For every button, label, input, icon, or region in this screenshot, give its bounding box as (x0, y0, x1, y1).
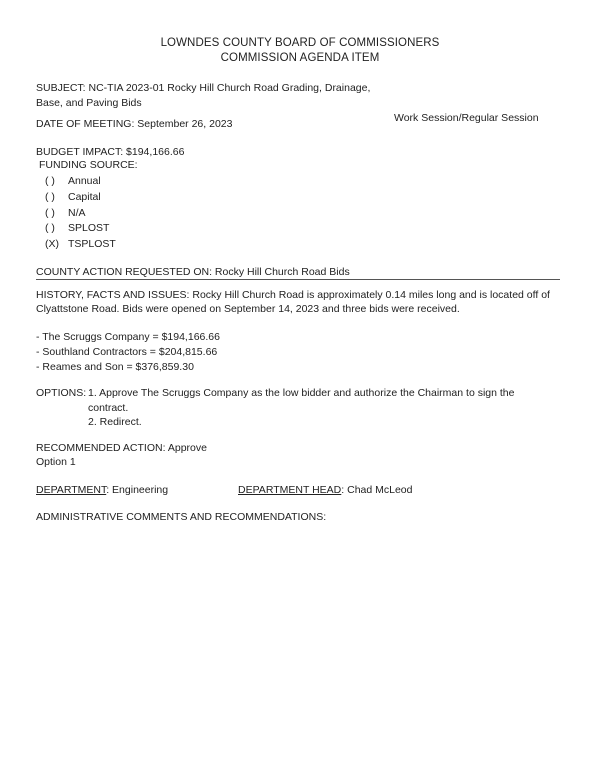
funding-source-tsplost (45, 238, 116, 251)
funding-source-label: Annual (68, 175, 101, 187)
checkbox-mark: ( ) (45, 175, 55, 187)
bid-item: - Southland Contractors = $204,815.66 (36, 346, 218, 358)
funding-source-label: SPLOST (68, 222, 110, 234)
option-2: 2. Redirect. (88, 416, 142, 428)
options-label: OPTIONS: (36, 387, 87, 399)
funding-source-na (45, 207, 86, 220)
recommended-option: Option 1 (36, 456, 76, 468)
funding-source-label: Capital (68, 191, 101, 203)
document-title-type: COMMISSION AGENDA ITEM (220, 52, 380, 64)
checkbox-mark: ( ) (45, 207, 55, 219)
history-line-1: HISTORY, FACTS AND ISSUES: Rocky Hill Church Road is approximately 0.14 miles long and is located off of (36, 289, 550, 301)
document-title-org: LOWNDES COUNTY BOARD OF COMMISSIONERS (160, 37, 440, 49)
funding-source-splost (45, 222, 109, 235)
recommended-action: RECOMMENDED ACTION: Approve (36, 442, 207, 454)
funding-source-label: N/A (68, 207, 86, 219)
subject-line-1: SUBJECT: NC-TIA 2023-01 Rocky Hill Church Road Grading, Drainage, (36, 82, 371, 94)
department (36, 484, 168, 497)
department-head (238, 484, 413, 497)
session-type: Work Session/Regular Session (394, 112, 539, 124)
meeting-date: DATE OF MEETING: September 26, 2023 (36, 118, 233, 130)
funding-source-capital (45, 191, 101, 204)
administrative-comments-heading: ADMINISTRATIVE COMMENTS AND RECOMMENDATIONS: (36, 511, 327, 523)
checkbox-mark: ( ) (45, 191, 55, 203)
department-head-value: : Chad McLeod (341, 484, 413, 496)
county-action-requested: COUNTY ACTION REQUESTED ON: Rocky Hill Church Road Bids (36, 266, 350, 278)
option-1-line-2: contract. (88, 402, 129, 414)
funding-source-annual (45, 175, 101, 188)
department-label: DEPARTMENT (36, 484, 107, 496)
history-line-2: Clyattstone Road. Bids were opened on September 14, 2023 and three bids were received. (36, 303, 460, 315)
bid-item: - The Scruggs Company = $194,166.66 (36, 331, 220, 343)
option-1-line-1: 1. Approve The Scruggs Company as the low bidder and authorize the Chairman to sign the (88, 387, 515, 399)
department-value: : Engineering (106, 484, 169, 496)
section-divider (36, 279, 560, 280)
budget-impact: BUDGET IMPACT: $194,166.66 (36, 146, 185, 158)
funding-source-label: FUNDING SOURCE: (39, 159, 138, 171)
bid-item: - Reames and Son = $376,859.30 (36, 361, 194, 373)
checkbox-mark: (X) (45, 238, 59, 250)
department-head-label: DEPARTMENT HEAD (238, 484, 342, 496)
subject-line-2: Base, and Paving Bids (36, 97, 142, 109)
checkbox-mark: ( ) (45, 222, 55, 234)
funding-source-label: TSPLOST (68, 238, 116, 250)
